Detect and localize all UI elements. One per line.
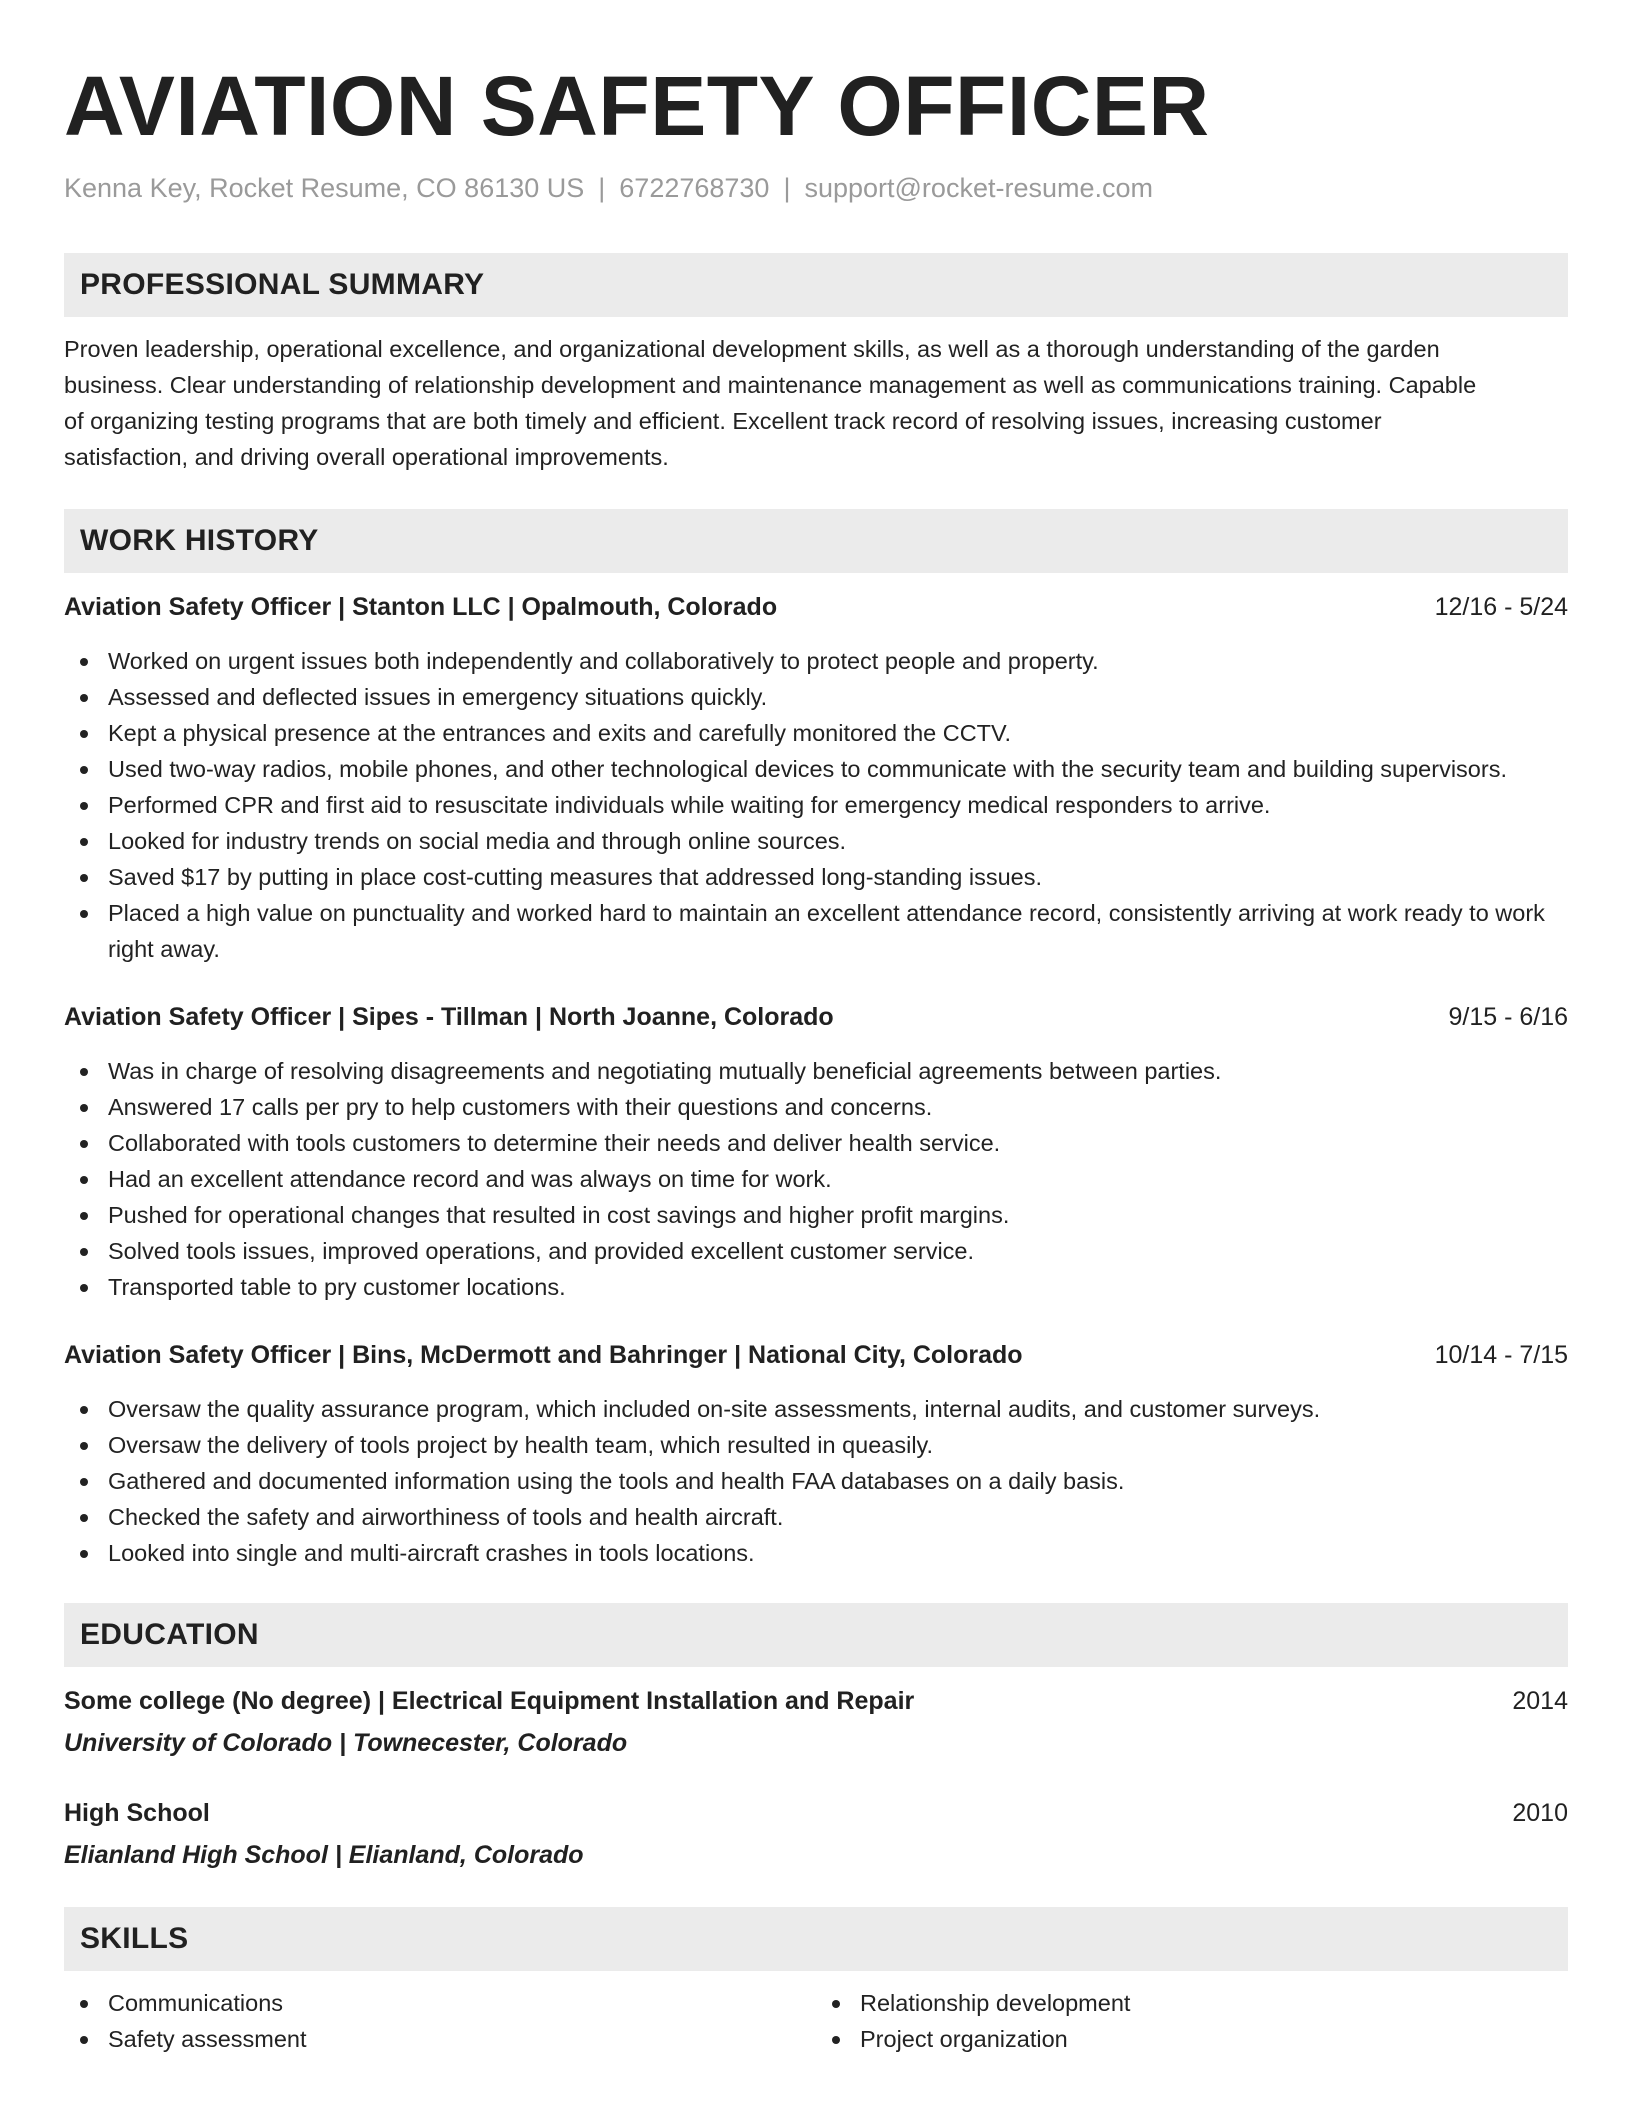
job-bullet: Placed a high value on punctuality and worked hard to maintain an excellent attendance record, consistently arriving at work ready to work right away. bbox=[64, 895, 1568, 967]
job-bullet: Answered 17 calls per pry to help customers with their questions and concerns. bbox=[64, 1089, 1568, 1125]
job-title: Aviation Safety Officer | Bins, McDermott and Bahringer | National City, Colorado bbox=[64, 1341, 1023, 1369]
skills-list bbox=[64, 1985, 1568, 2057]
education-school: University of Colorado | Townecester, Colorado bbox=[64, 1729, 628, 1757]
skills-column-left bbox=[64, 1985, 816, 2057]
section-heading-skills: SKILLS bbox=[64, 1907, 1568, 1971]
job-bullet: Worked on urgent issues both independently and collaboratively to protect people and property. bbox=[64, 643, 1568, 679]
job-bullets bbox=[64, 1053, 1568, 1305]
skill-item: Project organization bbox=[816, 2021, 1568, 2057]
job-header bbox=[64, 999, 1568, 1035]
skill-item: Relationship development bbox=[816, 1985, 1568, 2021]
education-header bbox=[64, 1683, 1568, 1719]
education-school: Elianland High School | Elianland, Colorado bbox=[64, 1841, 584, 1869]
job-dates: 9/15 - 6/16 bbox=[1448, 1003, 1568, 1031]
job-bullet: Saved $17 by putting in place cost-cutting measures that addressed long-standing issues. bbox=[64, 859, 1568, 895]
job-entry bbox=[64, 589, 1568, 967]
job-bullet: Used two-way radios, mobile phones, and other technological devices to communicate with the security team and building supervisors. bbox=[64, 751, 1568, 787]
contact-separator: | bbox=[783, 173, 791, 203]
job-bullet: Gathered and documented information using the tools and health FAA databases on a daily basis. bbox=[64, 1463, 1568, 1499]
education-degree: High School bbox=[64, 1799, 210, 1827]
job-bullet: Pushed for operational changes that resulted in cost savings and higher profit margins. bbox=[64, 1197, 1568, 1233]
contact-separator: | bbox=[598, 173, 606, 203]
job-header bbox=[64, 1337, 1568, 1373]
education-degree: Some college (No degree) | Electrical Equipment Installation and Repair bbox=[64, 1687, 915, 1715]
job-bullet: Collaborated with tools customers to determine their needs and deliver health service. bbox=[64, 1125, 1568, 1161]
summary-line: of organizing testing programs that are both timely and efficient. Excellent track record of resolving issues, increasing customer bbox=[64, 408, 1382, 434]
job-bullet: Was in charge of resolving disagreements and negotiating mutually beneficial agreements between parties. bbox=[64, 1053, 1568, 1089]
job-bullet: Checked the safety and airworthiness of tools and health aircraft. bbox=[64, 1499, 1568, 1535]
contact-line bbox=[64, 168, 1568, 208]
job-bullet: Oversaw the delivery of tools project by health team, which resulted in queasily. bbox=[64, 1427, 1568, 1463]
skill-item: Communications bbox=[64, 1985, 816, 2021]
summary-line: Proven leadership, operational excellence, and organizational development skills, as well as a thorough understanding of the garden bbox=[64, 336, 1440, 362]
job-dates: 12/16 - 5/24 bbox=[1434, 593, 1568, 621]
education-header bbox=[64, 1795, 1568, 1831]
job-title: Aviation Safety Officer | Stanton LLC | Opalmouth, Colorado bbox=[64, 593, 778, 621]
job-bullet: Transported table to pry customer locations. bbox=[64, 1269, 1568, 1305]
section-heading-summary: PROFESSIONAL SUMMARY bbox=[64, 253, 1568, 317]
section-heading-work-history: WORK HISTORY bbox=[64, 509, 1568, 573]
education-year: 2010 bbox=[1512, 1799, 1568, 1827]
job-dates: 10/14 - 7/15 bbox=[1434, 1341, 1568, 1369]
education-entry bbox=[64, 1795, 1568, 1873]
summary-line: satisfaction, and driving overall operational improvements. bbox=[64, 444, 669, 470]
job-bullet: Looked into single and multi-aircraft crashes in tools locations. bbox=[64, 1535, 1568, 1571]
section-heading-education: EDUCATION bbox=[64, 1603, 1568, 1667]
job-entry bbox=[64, 1337, 1568, 1571]
job-bullets bbox=[64, 643, 1568, 967]
job-bullets bbox=[64, 1391, 1568, 1571]
job-header bbox=[64, 589, 1568, 625]
job-bullet: Kept a physical presence at the entrances and exits and carefully monitored the CCTV. bbox=[64, 715, 1568, 751]
education-year: 2014 bbox=[1512, 1687, 1568, 1715]
job-title: Aviation Safety Officer | Sipes - Tillman | North Joanne, Colorado bbox=[64, 1003, 834, 1031]
job-bullet: Assessed and deflected issues in emergency situations quickly. bbox=[64, 679, 1568, 715]
job-bullet: Looked for industry trends on social media and through online sources. bbox=[64, 823, 1568, 859]
resume-title: AVIATION SAFETY OFFICER bbox=[64, 59, 1210, 153]
contact-phone: 6722768730 bbox=[619, 173, 770, 203]
contact-email[interactable]: support@rocket-resume.com bbox=[804, 173, 1153, 203]
job-entry bbox=[64, 999, 1568, 1305]
summary-paragraph bbox=[64, 331, 1568, 475]
education-entry bbox=[64, 1683, 1568, 1761]
job-bullet: Oversaw the quality assurance program, which included on-site assessments, internal audits, and customer surveys. bbox=[64, 1391, 1568, 1427]
job-bullet: Performed CPR and first aid to resuscitate individuals while waiting for emergency medical responders to arrive. bbox=[64, 787, 1568, 823]
job-bullet: Had an excellent attendance record and was always on time for work. bbox=[64, 1161, 1568, 1197]
skills-column-right bbox=[816, 1985, 1568, 2057]
skill-item: Safety assessment bbox=[64, 2021, 816, 2057]
job-bullet: Solved tools issues, improved operations, and provided excellent customer service. bbox=[64, 1233, 1568, 1269]
contact-address: Kenna Key, Rocket Resume, CO 86130 US bbox=[64, 173, 585, 203]
summary-line: business. Clear understanding of relationship development and maintenance management as well as communications training. Capable bbox=[64, 372, 1477, 398]
